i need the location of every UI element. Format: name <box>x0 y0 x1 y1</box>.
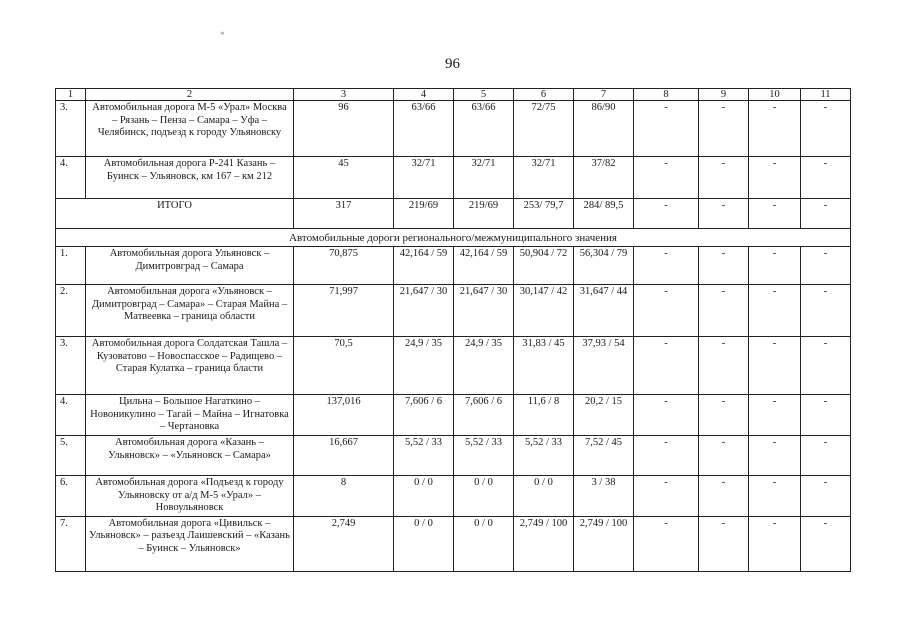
column-header: 9 <box>699 89 749 101</box>
total-cell-c3: 317 <box>294 199 394 229</box>
value-cell-c4: 7,606 / 6 <box>394 395 454 436</box>
value-cell-c11: - <box>801 157 851 199</box>
value-cell-c7: 37/82 <box>574 157 634 199</box>
value-cell-c10: - <box>749 337 801 395</box>
road-name: Автомобильная дорога «Ульяновск – Димитровград – Самара» – Старая Майна – Матвеевка – граница области <box>86 285 294 337</box>
value-cell-c6: 11,6 / 8 <box>514 395 574 436</box>
value-cell-c3: 137,016 <box>294 395 394 436</box>
value-cell-c4: 24,9 / 35 <box>394 337 454 395</box>
value-cell-c7: 37,93 / 54 <box>574 337 634 395</box>
total-cell-c6: 253/ 79,7 <box>514 199 574 229</box>
total-cell-c7: 284/ 89,5 <box>574 199 634 229</box>
road-name: Автомобильная дорога «Казань – Ульяновск» – «Ульяновск – Самара» <box>86 435 294 475</box>
value-cell-c9: - <box>699 395 749 436</box>
total-cell-c5: 219/69 <box>454 199 514 229</box>
value-cell-c5: 32/71 <box>454 157 514 199</box>
value-cell-c4: 0 / 0 <box>394 475 454 516</box>
row-number: 2. <box>56 285 86 337</box>
value-cell-c8: - <box>634 101 699 157</box>
column-header: 10 <box>749 89 801 101</box>
table-row <box>56 475 851 516</box>
value-cell-c6: 2,749 / 100 <box>514 516 574 571</box>
value-cell-c8: - <box>634 475 699 516</box>
value-cell-c9: - <box>699 247 749 285</box>
total-row <box>56 199 851 229</box>
column-header: 3 <box>294 89 394 101</box>
value-cell-c3: 8 <box>294 475 394 516</box>
column-header: 11 <box>801 89 851 101</box>
column-header: 8 <box>634 89 699 101</box>
value-cell-c8: - <box>634 157 699 199</box>
value-cell-c3: 70,875 <box>294 247 394 285</box>
value-cell-c11: - <box>801 101 851 157</box>
value-cell-c10: - <box>749 395 801 436</box>
total-cell-c9: - <box>699 199 749 229</box>
value-cell-c4: 42,164 / 59 <box>394 247 454 285</box>
value-cell-c9: - <box>699 101 749 157</box>
value-cell-c10: - <box>749 101 801 157</box>
value-cell-c11: - <box>801 435 851 475</box>
value-cell-c7: 86/90 <box>574 101 634 157</box>
table-row <box>56 285 851 337</box>
value-cell-c9: - <box>699 435 749 475</box>
value-cell-c9: - <box>699 157 749 199</box>
total-label: ИТОГО <box>56 199 294 229</box>
value-cell-c3: 70,5 <box>294 337 394 395</box>
value-cell-c4: 63/66 <box>394 101 454 157</box>
value-cell-c10: - <box>749 285 801 337</box>
value-cell-c3: 2,749 <box>294 516 394 571</box>
column-number-row <box>56 89 851 101</box>
row-number: 7. <box>56 516 86 571</box>
value-cell-c6: 32/71 <box>514 157 574 199</box>
value-cell-c7: 3 / 38 <box>574 475 634 516</box>
value-cell-c5: 7,606 / 6 <box>454 395 514 436</box>
total-cell-c4: 219/69 <box>394 199 454 229</box>
road-name: Автомобильная дорога Р-241 Казань – Буинск – Ульяновск, км 167 – км 212 <box>86 157 294 199</box>
value-cell-c5: 24,9 / 35 <box>454 337 514 395</box>
value-cell-c10: - <box>749 475 801 516</box>
table-row <box>56 157 851 199</box>
road-name: Автомобильная дорога Ульяновск – Димитровград – Самара <box>86 247 294 285</box>
value-cell-c7: 56,304 / 79 <box>574 247 634 285</box>
total-cell-c8: - <box>634 199 699 229</box>
row-number: 3. <box>56 337 86 395</box>
value-cell-c11: - <box>801 337 851 395</box>
value-cell-c5: 0 / 0 <box>454 475 514 516</box>
value-cell-c5: 63/66 <box>454 101 514 157</box>
value-cell-c6: 5,52 / 33 <box>514 435 574 475</box>
value-cell-c3: 96 <box>294 101 394 157</box>
section-title: Автомобильные дороги регионального/межмуниципального значения <box>56 229 851 247</box>
value-cell-c6: 30,147 / 42 <box>514 285 574 337</box>
value-cell-c5: 5,52 / 33 <box>454 435 514 475</box>
value-cell-c9: - <box>699 475 749 516</box>
road-name: Автомобильная дорога «Цивильск – Ульяновск» – разъезд Лаишевский – «Казань – Буинск – Ульяновск» <box>86 516 294 571</box>
road-name: Автомобильная дорога М-5 «Урал» Москва – Рязань – Пенза – Самара – Уфа – Челябинск, подъезд к городу Ульяновску <box>86 101 294 157</box>
table-row <box>56 516 851 571</box>
value-cell-c11: - <box>801 285 851 337</box>
column-header: 1 <box>56 89 86 101</box>
total-cell-c10: - <box>749 199 801 229</box>
road-name: Автомобильная дорога Солдатская Ташла – Кузоватово – Новоспасское – Радищево – Старая Кулатка – граница бласти <box>86 337 294 395</box>
column-header: 4 <box>394 89 454 101</box>
row-number: 4. <box>56 395 86 436</box>
value-cell-c5: 21,647 / 30 <box>454 285 514 337</box>
value-cell-c4: 0 / 0 <box>394 516 454 571</box>
value-cell-c8: - <box>634 285 699 337</box>
column-header: 5 <box>454 89 514 101</box>
row-number: 4. <box>56 157 86 199</box>
table-row <box>56 101 851 157</box>
value-cell-c3: 45 <box>294 157 394 199</box>
road-name: Автомобильная дорога «Подъезд к городу Ульяновску от а/д М-5 «Урал» – Новоульяновск <box>86 475 294 516</box>
value-cell-c11: - <box>801 395 851 436</box>
value-cell-c11: - <box>801 475 851 516</box>
value-cell-c10: - <box>749 247 801 285</box>
value-cell-c8: - <box>634 247 699 285</box>
value-cell-c4: 21,647 / 30 <box>394 285 454 337</box>
value-cell-c3: 71,997 <box>294 285 394 337</box>
value-cell-c7: 7,52 / 45 <box>574 435 634 475</box>
value-cell-c9: - <box>699 516 749 571</box>
column-header: 7 <box>574 89 634 101</box>
value-cell-c5: 42,164 / 59 <box>454 247 514 285</box>
road-name: Цильна – Большое Нагаткино – Новоникулино – Тагай – Майна – Игнатовка – Чертановка <box>86 395 294 436</box>
roads-table <box>55 88 851 572</box>
value-cell-c5: 0 / 0 <box>454 516 514 571</box>
value-cell-c10: - <box>749 516 801 571</box>
column-header: 2 <box>86 89 294 101</box>
value-cell-c9: - <box>699 337 749 395</box>
value-cell-c11: - <box>801 247 851 285</box>
value-cell-c6: 0 / 0 <box>514 475 574 516</box>
section-heading-row <box>56 229 851 247</box>
row-number: 5. <box>56 435 86 475</box>
scan-speck: * <box>220 30 225 40</box>
column-header: 6 <box>514 89 574 101</box>
value-cell-c6: 72/75 <box>514 101 574 157</box>
value-cell-c9: - <box>699 285 749 337</box>
row-number: 6. <box>56 475 86 516</box>
row-number: 3. <box>56 101 86 157</box>
table-row <box>56 337 851 395</box>
value-cell-c11: - <box>801 516 851 571</box>
value-cell-c10: - <box>749 435 801 475</box>
total-cell-c11: - <box>801 199 851 229</box>
value-cell-c8: - <box>634 435 699 475</box>
value-cell-c6: 31,83 / 45 <box>514 337 574 395</box>
table-row <box>56 435 851 475</box>
value-cell-c4: 32/71 <box>394 157 454 199</box>
value-cell-c7: 20,2 / 15 <box>574 395 634 436</box>
page-number: 96 <box>445 56 460 72</box>
value-cell-c3: 16,667 <box>294 435 394 475</box>
row-number: 1. <box>56 247 86 285</box>
value-cell-c8: - <box>634 337 699 395</box>
table-row <box>56 247 851 285</box>
value-cell-c7: 2,749 / 100 <box>574 516 634 571</box>
value-cell-c8: - <box>634 516 699 571</box>
value-cell-c6: 50,904 / 72 <box>514 247 574 285</box>
value-cell-c7: 31,647 / 44 <box>574 285 634 337</box>
value-cell-c8: - <box>634 395 699 436</box>
value-cell-c4: 5,52 / 33 <box>394 435 454 475</box>
table-row <box>56 395 851 436</box>
value-cell-c10: - <box>749 157 801 199</box>
